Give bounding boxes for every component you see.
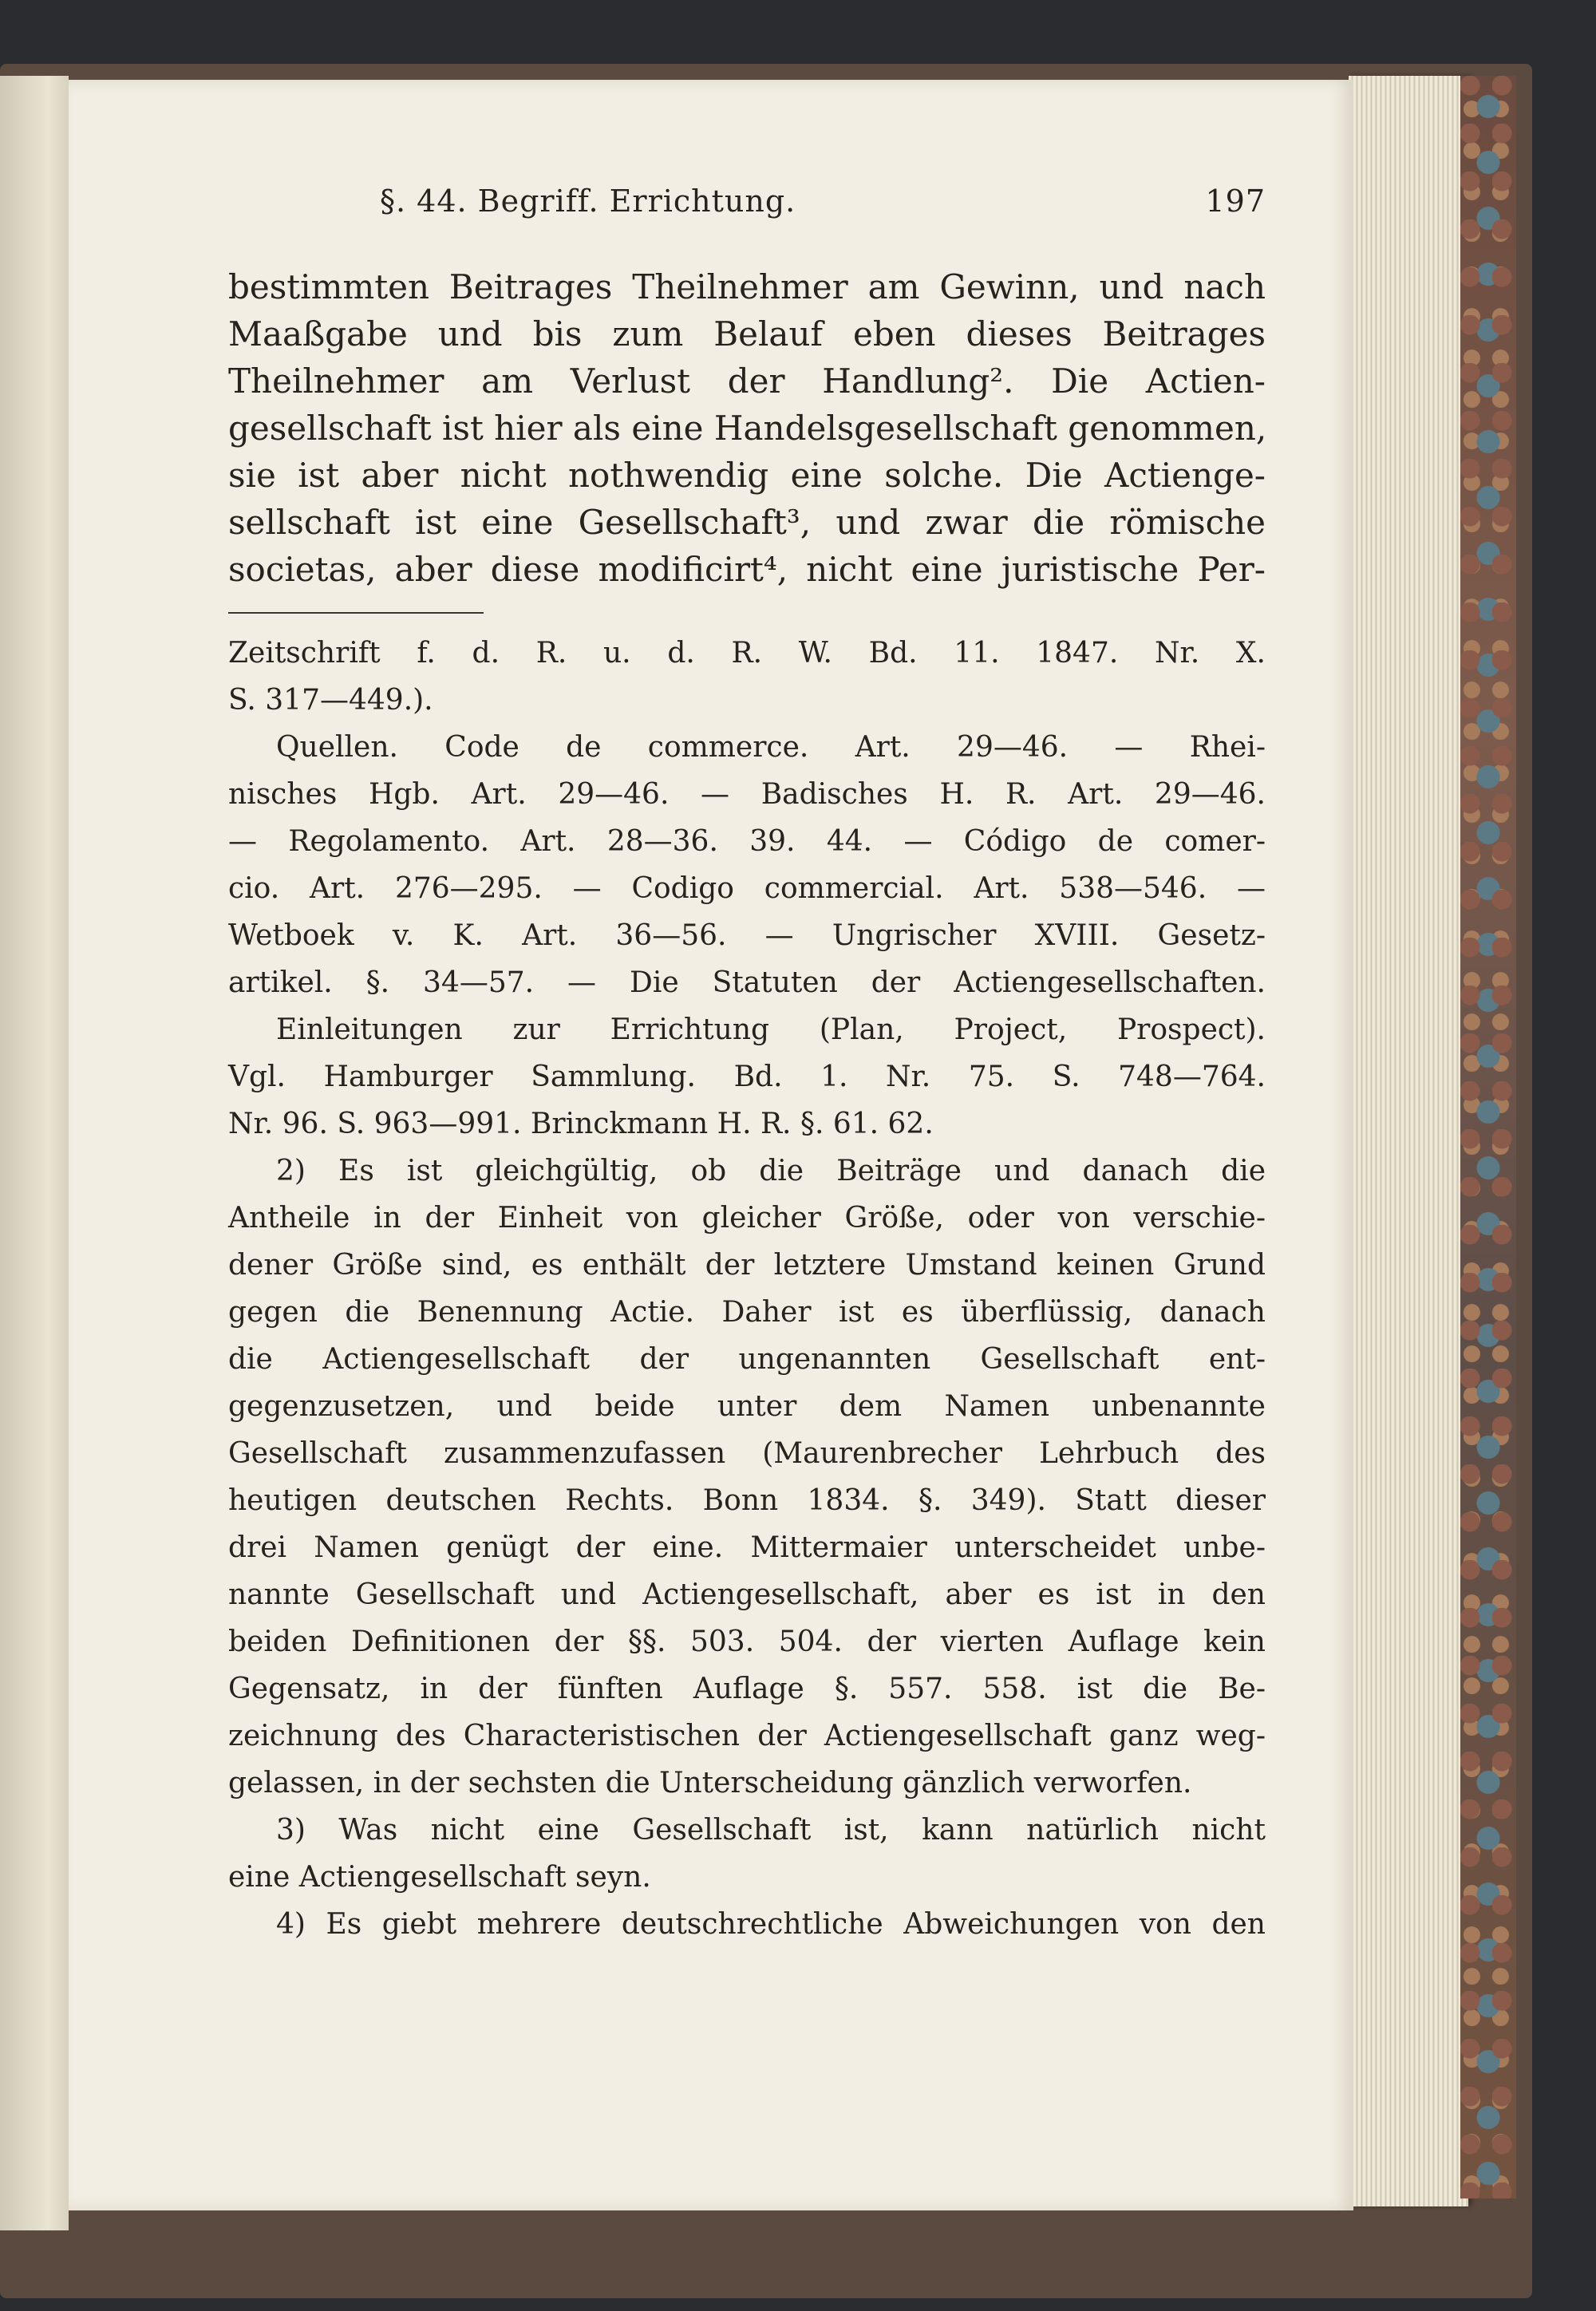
footnote-line: Vgl. Hamburger Sammlung. Bd. 1. Nr. 75. S. 748—764. [228, 1061, 1266, 1093]
running-header [228, 184, 1266, 263]
page-edges [1349, 76, 1468, 2206]
page-number: 197 [1205, 184, 1266, 219]
footnote-line: gegenzusetzen, und beide unter dem Namen unbenannte [228, 1390, 1266, 1423]
text-line: Maaßgabe und bis zum Belauf eben dieses Beitrages [228, 314, 1266, 354]
book-page [69, 80, 1353, 2210]
left-page-edge [0, 76, 69, 2230]
marbled-edge [1460, 76, 1516, 2198]
footnote-line: Wetboek v. K. Art. 36—56. — Ungrischer XVIII. Gesetz- [228, 919, 1266, 952]
main-text [228, 263, 1266, 593]
footnote-line: beiden Definitionen der §§. 503. 504. der vierten Auflage kein [228, 1626, 1266, 1658]
header-title: §. 44. Begriff. Errichtung. [380, 184, 796, 219]
footnote-line: gegen die Benennung Actie. Daher ist es überflüssig, danach [228, 1296, 1266, 1329]
footnote-line: die Actiengesellschaft der ungenannten Gesellschaft ent- [228, 1343, 1266, 1376]
footnote-line: Gegensatz, in der fünften Auflage §. 557. 558. ist die Be- [228, 1673, 1266, 1705]
footnote-line: Nr. 96. S. 963—991. Brinckmann H. R. §. 61. 62. [228, 1108, 934, 1140]
footnote-line: nisches Hgb. Art. 29—46. — Badisches H. R. Art. 29—46. [228, 778, 1266, 811]
footnote-line: artikel. §. 34—57. — Die Statuten der Actiengesellschaften. [228, 966, 1266, 999]
footnote-line: eine Actiengesellschaft seyn. [228, 1861, 651, 1894]
footnote-line: 3) Was nicht eine Gesellschaft ist, kann natürlich nicht [276, 1814, 1266, 1847]
footnote-line: zeichnung des Characteristischen der Actiengesellschaft ganz weg- [228, 1720, 1266, 1752]
text-line: bestimmten Beitrages Theilnehmer am Gewinn, und nach [228, 267, 1266, 306]
footnotes [228, 630, 1266, 1948]
footnote-line: Gesellschaft zusammenzufassen (Maurenbrecher Lehrbuch des [228, 1437, 1266, 1470]
footnote-line: Zeitschrift f. d. R. u. d. R. W. Bd. 11. 1847. Nr. X. [228, 637, 1266, 670]
text-line: gesellschaft ist hier als eine Handelsgesellschaft genommen, [228, 409, 1267, 448]
text-line: sie ist aber nicht nothwendig eine solche. Die Actienge- [228, 456, 1266, 495]
footnote-line: drei Namen genügt der eine. Mittermaier unterscheidet unbe- [228, 1531, 1266, 1564]
text-line: sellschaft ist eine Gesellschaft³, und zwar die römische [228, 503, 1266, 542]
footnote-line: Quellen. Code de commerce. Art. 29—46. — Rhei- [276, 731, 1266, 764]
footnote-line: Einleitungen zur Errichtung (Plan, Project, Prospect). [276, 1013, 1266, 1046]
footnote-line: Antheile in der Einheit von gleicher Größe, oder von verschie- [228, 1202, 1266, 1235]
footnote-line: 2) Es ist gleichgültig, ob die Beiträge und danach die [276, 1155, 1266, 1187]
footnote-line: — Regolamento. Art. 28—36. 39. 44. — Código de comer- [228, 825, 1266, 858]
footnote-rule [228, 612, 484, 614]
footnote-line: cio. Art. 276—295. — Codigo commercial. Art. 538—546. — [228, 872, 1266, 905]
footnote-line: gelassen, in der sechsten die Unterscheidung gänzlich verworfen. [228, 1767, 1192, 1799]
text-line: Theilnehmer am Verlust der Handlung². Die Actien- [228, 361, 1266, 401]
footnote-line: heutigen deutschen Rechts. Bonn 1834. §. 349). Statt dieser [228, 1484, 1266, 1517]
page-text [228, 184, 1266, 1948]
footnote-line: dener Größe sind, es enthält der letztere Umstand keinen Grund [228, 1249, 1266, 1282]
footnote-line: nannte Gesellschaft und Actiengesellschaft, aber es ist in den [228, 1578, 1266, 1611]
text-line: societas, aber diese modificirt⁴, nicht eine juristische Per- [228, 550, 1266, 589]
footnote-line: S. 317—449.). [228, 684, 433, 717]
footnote-line: 4) Es giebt mehrere deutschrechtliche Abweichungen von den [276, 1908, 1266, 1941]
